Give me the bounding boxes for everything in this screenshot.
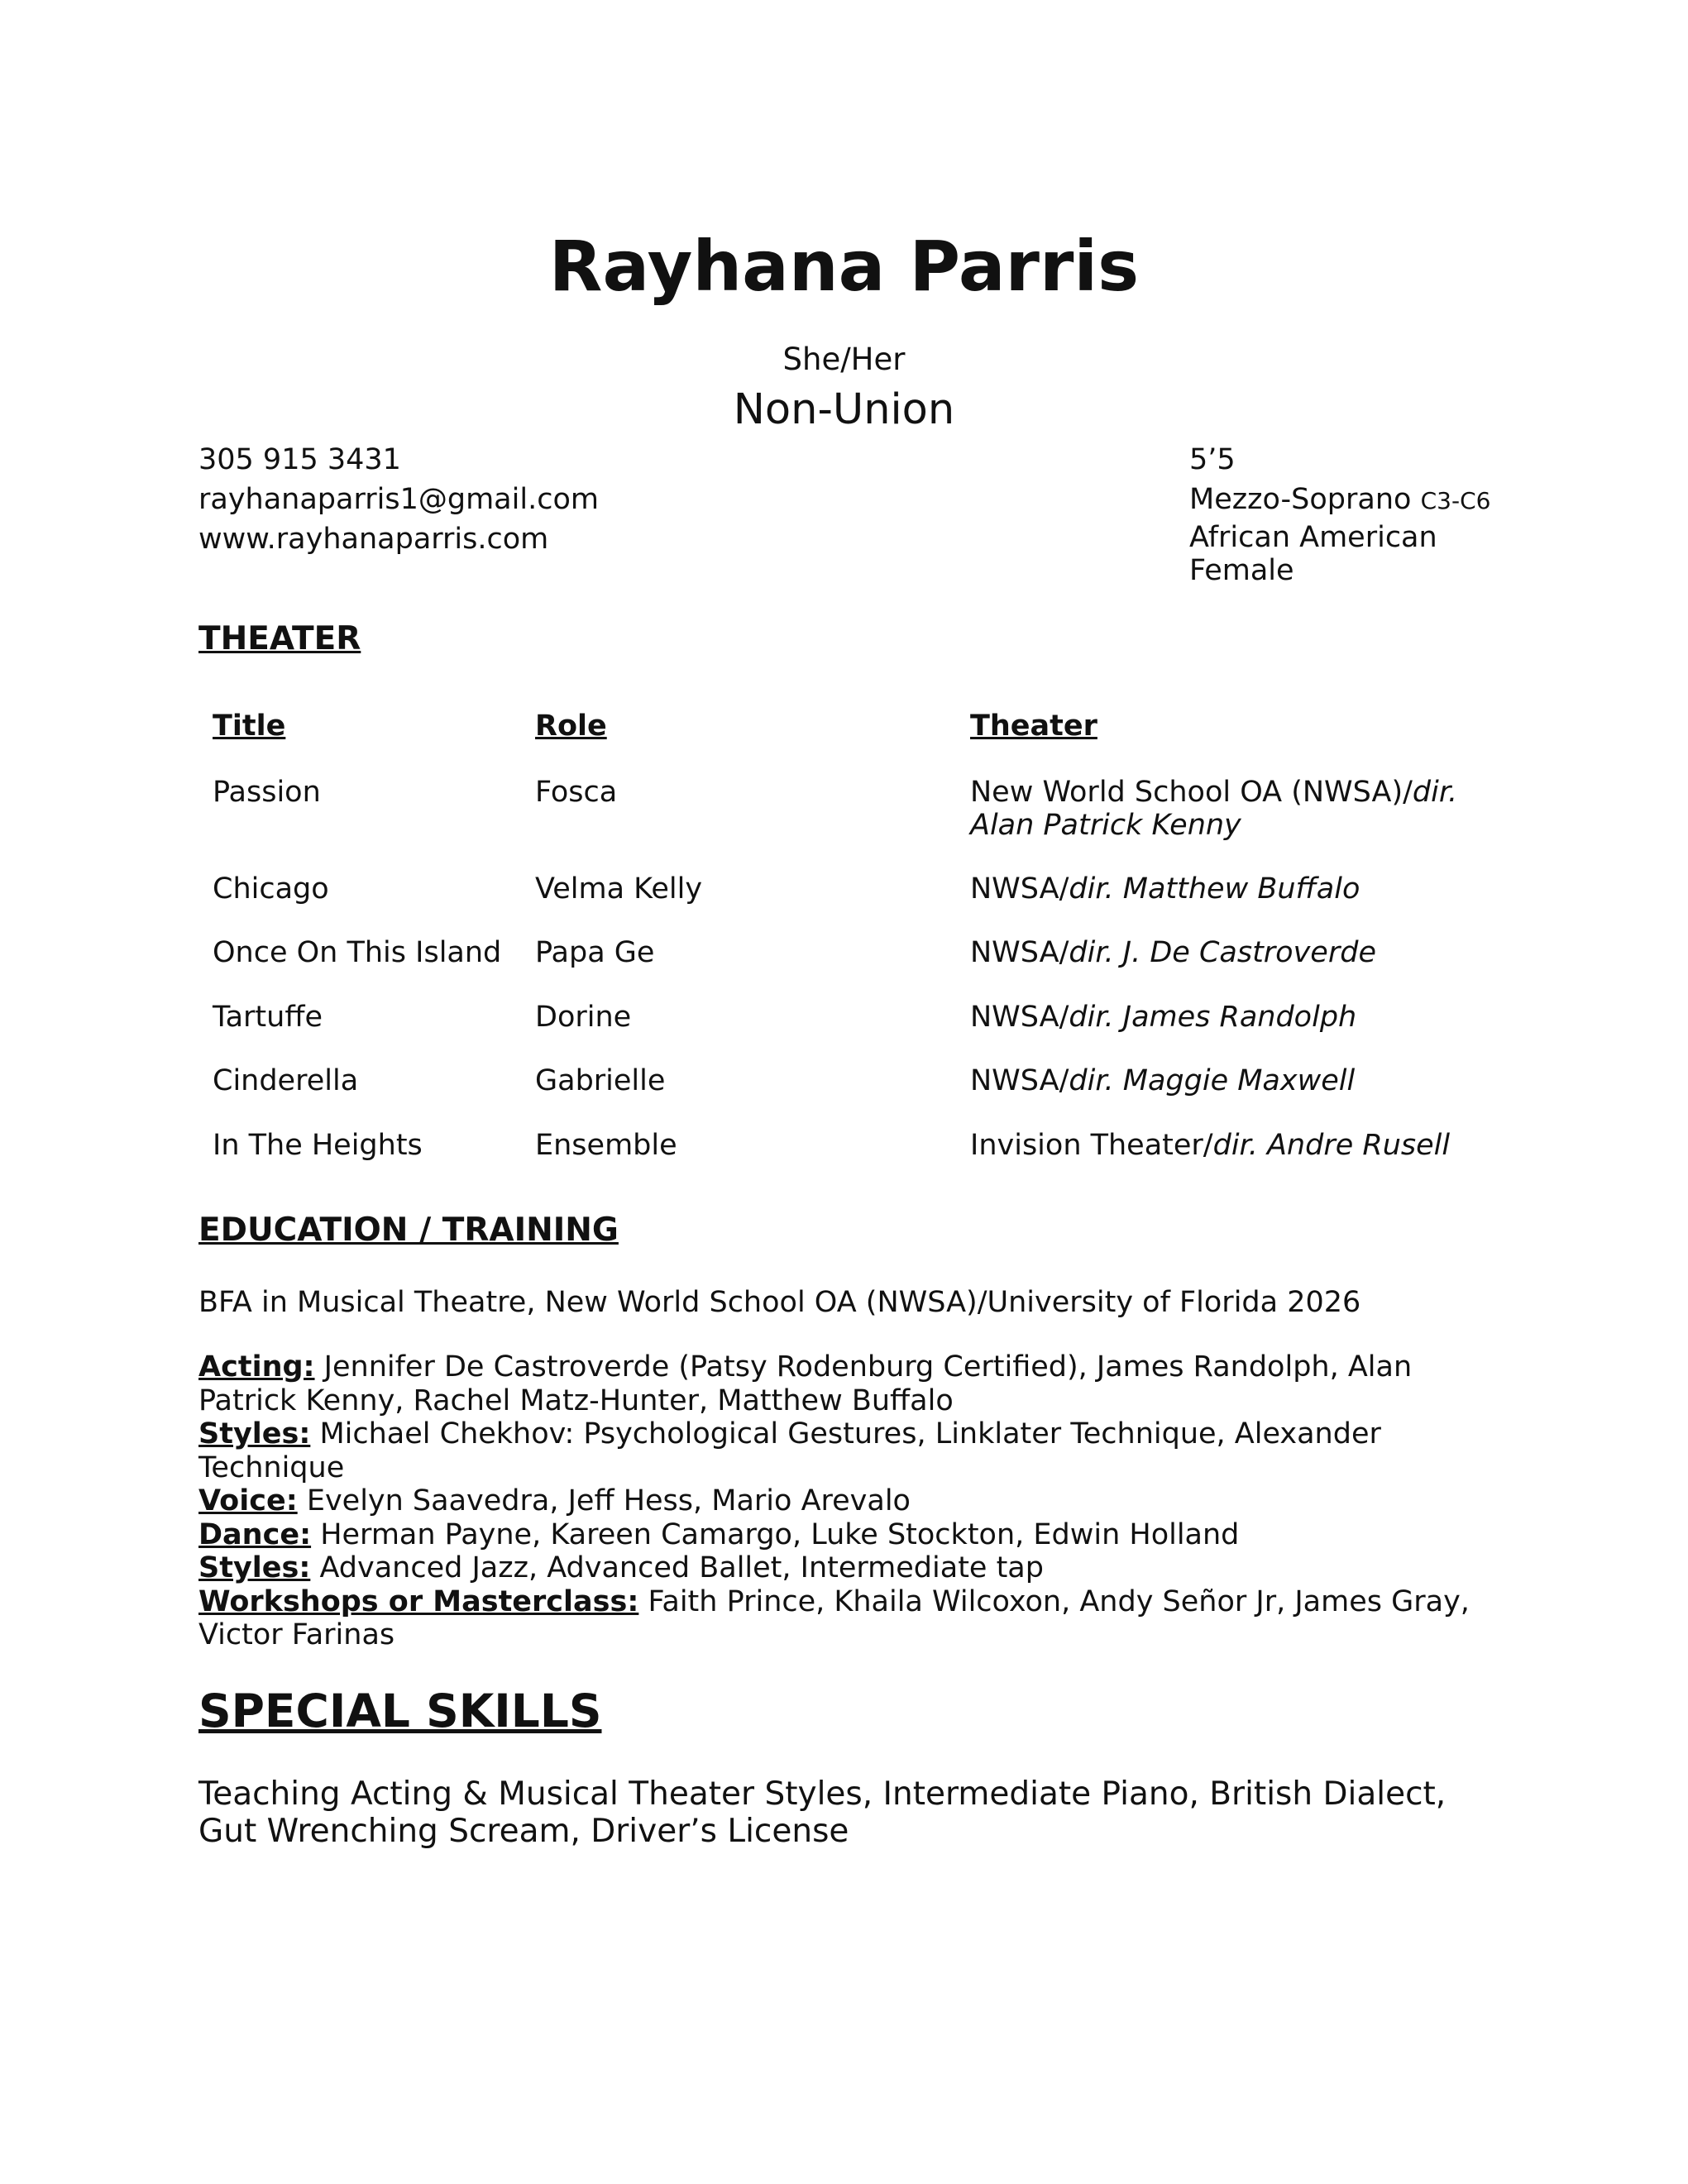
table-row-title: Once On This Island [213, 936, 502, 969]
gender: Female [1189, 554, 1294, 587]
table-row-theater [970, 1001, 1356, 1034]
skills-text: Teaching Acting & Musical Theater Styles, Intermediate Piano, British Dialect, Gut Wrenching Scream, Driver’s License [198, 1775, 1447, 1850]
training-label: Voice: [198, 1484, 298, 1517]
director: dir. Maggie Maxwell [1069, 1064, 1356, 1097]
degree-line: BFA in Musical Theatre, New World School OA (NWSA)/University of Florida 2026 [198, 1286, 1361, 1319]
table-row-role: Gabrielle [535, 1064, 666, 1097]
table-row-theater [970, 1129, 1450, 1162]
director: dir. Alan Patrick Kenny [970, 776, 1458, 842]
training-label: Styles: [198, 1417, 311, 1450]
training-list [198, 1350, 1489, 1652]
table-row-theater [970, 872, 1360, 906]
table-row-title: In The Heights [213, 1129, 423, 1162]
column-header-theater: Theater [970, 710, 1097, 743]
training-text: Michael Chekhov: Psychological Gestures, Linklater Technique, Alexander Technique [198, 1417, 1381, 1484]
phone-number: 305 915 3431 [198, 443, 401, 476]
voice-type-line [1189, 480, 1490, 521]
skills-heading: SPECIAL SKILLS [198, 1685, 602, 1737]
table-row-title: Cinderella [213, 1064, 359, 1097]
pronouns: She/Her [782, 342, 906, 377]
voice-type: Mezzo-Soprano [1189, 483, 1412, 516]
table-row-title: Chicago [213, 872, 329, 906]
column-header-role: Role [535, 710, 607, 743]
personal-stats [1189, 440, 1490, 587]
height: 5’5 [1189, 443, 1236, 476]
venue: NWSA/ [970, 1001, 1069, 1034]
table-row-role: Velma Kelly [535, 872, 703, 906]
table-row-title: Passion [213, 776, 321, 809]
training-text: Evelyn Saavedra, Jeff Hess, Mario Arevalo [297, 1484, 911, 1517]
email-link[interactable]: rayhanaparris1@gmail.com [198, 483, 599, 516]
theater-heading: THEATER [198, 620, 361, 657]
table-row-theater [970, 776, 1466, 842]
training-voice [198, 1484, 1489, 1518]
table-row-theater [970, 1064, 1355, 1097]
vocal-range: C3-C6 [1420, 487, 1491, 514]
venue: NWSA/ [970, 936, 1069, 969]
training-acting [198, 1350, 1489, 1417]
director: dir. Andre Rusell [1212, 1129, 1451, 1162]
table-row-role: Dorine [535, 1001, 632, 1034]
training-label: Dance: [198, 1517, 312, 1551]
table-row-role: Ensemble [535, 1129, 677, 1162]
training-text: Faith Prince, Khaila Wilcoxon, Andy Señor Jr, James Gray, Victor Farinas [198, 1584, 1470, 1651]
director: dir. Matthew Buffalo [1069, 872, 1360, 906]
training-workshops [198, 1585, 1489, 1652]
ethnicity: African American [1189, 521, 1437, 554]
education-heading: EDUCATION / TRAINING [198, 1211, 619, 1249]
training-text: Jennifer De Castroverde (Patsy Rodenburg Certified), James Randolph, Alan Patrick Kenny, Rachel Matz-Hunter, Matthew Buffalo [198, 1350, 1413, 1417]
table-row-role: Fosca [535, 776, 618, 809]
website-link[interactable]: www.rayhanaparris.com [198, 523, 549, 556]
column-header-title: Title [213, 710, 286, 743]
training-label: Styles: [198, 1551, 311, 1584]
union-status: Non-Union [733, 385, 955, 434]
contact-info [198, 440, 599, 559]
training-dance-styles [198, 1551, 1489, 1585]
table-row-title: Tartuffe [213, 1001, 323, 1034]
training-dance [198, 1518, 1489, 1552]
venue: NWSA/ [970, 872, 1069, 906]
table-row-role: Papa Ge [535, 936, 655, 969]
director: dir. James Randolph [1069, 1001, 1357, 1034]
training-label: Acting: [198, 1350, 315, 1384]
training-styles [198, 1417, 1489, 1484]
venue: NWSA/ [970, 1064, 1069, 1097]
resume-name: Rayhana Parris [548, 226, 1140, 307]
training-label: Workshops or Masterclass: [198, 1584, 639, 1618]
venue: Invision Theater/ [970, 1129, 1213, 1162]
venue: New World School OA (NWSA)/ [970, 776, 1413, 809]
director: dir. J. De Castroverde [1069, 936, 1376, 969]
training-text: Advanced Jazz, Advanced Ballet, Intermediate tap [310, 1551, 1044, 1584]
training-text: Herman Payne, Kareen Camargo, Luke Stockton, Edwin Holland [311, 1517, 1240, 1551]
table-row-theater [970, 936, 1376, 969]
